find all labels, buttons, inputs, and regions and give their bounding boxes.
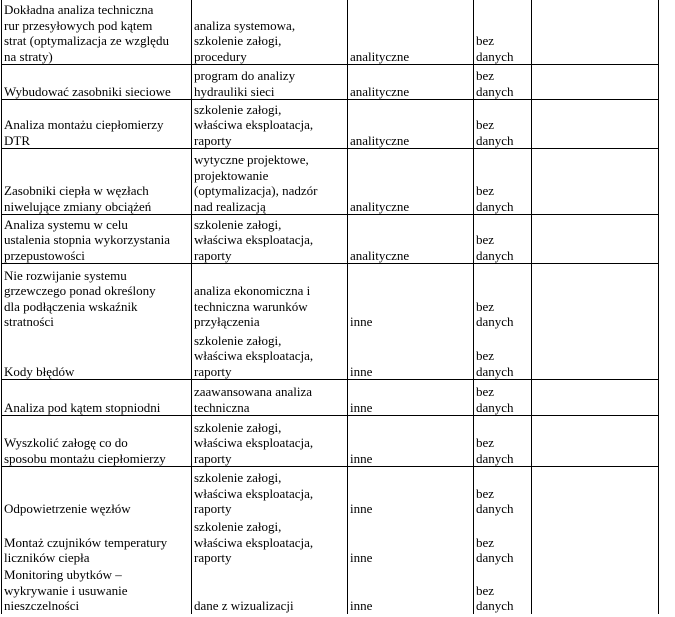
method-cell: wytyczne projektowe, projektowanie (optymalizacja), nadzór nad realizacją <box>192 149 348 215</box>
data-cell: bez danych <box>474 517 532 566</box>
category-cell: inne <box>348 330 474 380</box>
task-cell: Analiza systemu w celu ustalenia stopnia wykorzystania przepustowości <box>2 215 192 264</box>
data-cell: bez danych <box>474 467 532 517</box>
category-cell: inne <box>348 264 474 330</box>
table-row <box>2 0 659 65</box>
category-cell: inne <box>348 566 474 614</box>
table-row <box>2 264 659 330</box>
category-cell: inne <box>348 416 474 467</box>
table-row <box>2 149 659 215</box>
table-row <box>2 380 659 416</box>
extra-cell <box>532 380 659 416</box>
method-cell: zaawansowana analiza techniczna <box>192 380 348 416</box>
data-cell: bez danych <box>474 264 532 330</box>
extra-cell <box>532 149 659 215</box>
method-cell: dane z wizualizacji <box>192 566 348 614</box>
table-row <box>2 416 659 467</box>
method-cell: szkolenie załogi, właściwa eksploatacja, raporty <box>192 416 348 467</box>
measures-table <box>1 0 659 614</box>
method-cell: szkolenie załogi, właściwa eksploatacja, raporty <box>192 100 348 149</box>
extra-cell <box>532 416 659 467</box>
method-cell: szkolenie załogi, właściwa eksploatacja, raporty <box>192 517 348 566</box>
category-cell: inne <box>348 467 474 517</box>
task-cell: Analiza pod kątem stopniodni <box>2 380 192 416</box>
method-cell: program do analizy hydrauliki sieci <box>192 65 348 100</box>
task-cell: Kody błędów <box>2 330 192 380</box>
extra-cell <box>532 566 659 614</box>
extra-cell <box>532 330 659 380</box>
data-cell: bez danych <box>474 100 532 149</box>
method-cell: szkolenie załogi, właściwa eksploatacja, raporty <box>192 330 348 380</box>
category-cell: inne <box>348 517 474 566</box>
task-cell: Analiza montażu ciepłomierzy DTR <box>2 100 192 149</box>
table-row <box>2 100 659 149</box>
task-cell: Wyszkolić załogę co do sposobu montażu ciepłomierzy <box>2 416 192 467</box>
data-cell: bez danych <box>474 330 532 380</box>
table-row <box>2 566 659 614</box>
data-cell: bez danych <box>474 65 532 100</box>
data-cell: bez danych <box>474 215 532 264</box>
data-cell: bez danych <box>474 416 532 467</box>
task-cell: Wybudować zasobniki sieciowe <box>2 65 192 100</box>
category-cell: inne <box>348 380 474 416</box>
extra-cell <box>532 65 659 100</box>
category-cell: analityczne <box>348 215 474 264</box>
table-row <box>2 330 659 380</box>
method-cell: analiza systemowa, szkolenie załogi, procedury <box>192 0 348 65</box>
task-cell: Nie rozwijanie systemu grzewczego ponad określony dla podłączenia wskaźnik stratności <box>2 264 192 330</box>
table-row <box>2 467 659 517</box>
extra-cell <box>532 467 659 517</box>
method-cell: szkolenie załogi, właściwa eksploatacja, raporty <box>192 215 348 264</box>
data-cell: bez danych <box>474 566 532 614</box>
data-cell: bez danych <box>474 149 532 215</box>
category-cell: analityczne <box>348 100 474 149</box>
task-cell: Zasobniki ciepła w węzłach niwelujące zmiany obciążeń <box>2 149 192 215</box>
category-cell: analityczne <box>348 0 474 65</box>
extra-cell <box>532 517 659 566</box>
category-cell: analityczne <box>348 65 474 100</box>
category-cell: analityczne <box>348 149 474 215</box>
table-row <box>2 65 659 100</box>
extra-cell <box>532 215 659 264</box>
method-cell: szkolenie załogi, właściwa eksploatacja, raporty <box>192 467 348 517</box>
task-cell: Montaż czujników temperatury liczników ciepła <box>2 517 192 566</box>
table-row <box>2 215 659 264</box>
data-cell: bez danych <box>474 380 532 416</box>
table-row <box>2 517 659 566</box>
extra-cell <box>532 0 659 65</box>
task-cell: Dokładna analiza techniczna rur przesyłowych pod kątem strat (optymalizacja ze względu na straty) <box>2 0 192 65</box>
extra-cell <box>532 100 659 149</box>
extra-cell <box>532 264 659 330</box>
data-cell: bez danych <box>474 0 532 65</box>
method-cell: analiza ekonomiczna i techniczna warunków przyłączenia <box>192 264 348 330</box>
task-cell: Odpowietrzenie węzłów <box>2 467 192 517</box>
task-cell: Monitoring ubytków – wykrywanie i usuwanie nieszczelności <box>2 566 192 614</box>
